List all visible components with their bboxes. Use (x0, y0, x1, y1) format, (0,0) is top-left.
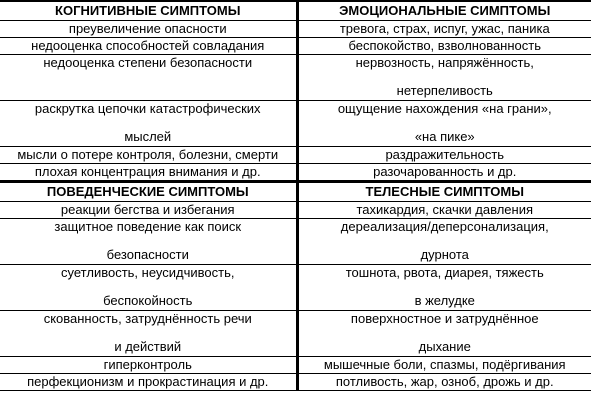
symptom-cell-right (297, 55, 591, 101)
symptom-cell-right (297, 101, 591, 147)
symptom-cell-left (0, 164, 297, 182)
symptom-cell-right (297, 265, 591, 311)
symptom-cell-left (0, 219, 297, 265)
section-header-row (0, 1, 591, 21)
line-gap (4, 280, 292, 294)
table-row (0, 311, 591, 357)
section-header-row (0, 182, 591, 202)
symptom-cell-right (297, 21, 591, 38)
line-gap (303, 70, 588, 84)
table-row (0, 21, 591, 38)
symptom-cell-right (297, 219, 591, 265)
line-gap (303, 326, 588, 340)
symptom-text: мысли о потере контроля, болезни, смерти (17, 147, 279, 162)
symptom-cell-left (0, 101, 297, 147)
symptom-cell-right (297, 374, 591, 391)
left-column-header: ПОВЕДЕНЧЕСКИЕ СИМПТОМЫ (0, 182, 297, 202)
table-row (0, 38, 591, 55)
symptom-cell-right (297, 164, 591, 182)
symptom-text: перфекционизм и прокрастинация и др. (27, 374, 269, 389)
symptom-text: недооценка степени безопасности (43, 55, 253, 70)
line-gap (303, 234, 588, 248)
symptom-text: дереализация/деперсонализация, (340, 219, 549, 234)
table-row (0, 164, 591, 182)
symptom-text: беспокойность (103, 293, 193, 308)
symptom-text: мышечные боли, спазмы, подёргивания (323, 357, 566, 372)
right-column-header: ЭМОЦИОНАЛЬНЫЕ СИМПТОМЫ (297, 1, 591, 21)
symptom-cell-right (297, 357, 591, 374)
line-gap (4, 234, 292, 248)
symptom-text: нетерпеливость (396, 83, 493, 98)
symptom-text: потливость, жар, озноб, дрожь и др. (335, 374, 554, 389)
symptom-text: скованность, затруднённость речи (43, 311, 252, 326)
symptom-text: и действий (114, 339, 182, 354)
symptom-text: гиперконтроль (103, 357, 192, 372)
symptom-cell-right (297, 202, 591, 219)
symptom-cell-left (0, 265, 297, 311)
symptom-cell-left (0, 374, 297, 391)
symptom-text: раздражительность (385, 147, 505, 162)
symptom-cell-left (0, 147, 297, 164)
table-row (0, 357, 591, 374)
symptom-text: дурнота (420, 247, 469, 262)
symptom-cell-left (0, 38, 297, 55)
table-row (0, 147, 591, 164)
symptom-cell-right (297, 147, 591, 164)
symptom-text: мыслей (124, 129, 172, 144)
symptom-text: «на пике» (414, 129, 475, 144)
symptom-text: раскрутка цепочки катастрофических (34, 101, 261, 116)
table-row (0, 374, 591, 391)
table-row (0, 265, 591, 311)
symptom-text: тревога, страх, испуг, ужас, паника (339, 21, 550, 36)
symptom-text: защитное поведение как поиск (54, 219, 242, 234)
symptom-text: преувеличение опасности (68, 21, 227, 36)
symptoms-table-body (0, 1, 591, 391)
symptom-text: поверхностное и затруднённое (350, 311, 539, 326)
symptom-text: нервозность, напряжённость, (355, 55, 534, 70)
line-gap (4, 70, 292, 84)
table-row (0, 202, 591, 219)
symptom-text: ощущение нахождения «на грани», (337, 101, 552, 116)
symptom-text: плохая концентрация внимания и др. (34, 164, 261, 179)
symptom-cell-right (297, 38, 591, 55)
symptom-text: реакции бегства и избегания (60, 202, 235, 217)
symptom-text: безопасности (106, 247, 189, 262)
symptom-cell-left (0, 21, 297, 38)
line-gap (303, 280, 588, 294)
table-row (0, 101, 591, 147)
right-column-header: ТЕЛЕСНЫЕ СИМПТОМЫ (297, 182, 591, 202)
symptom-cell-left (0, 202, 297, 219)
symptom-cell-left (0, 357, 297, 374)
left-column-header: КОГНИТИВНЫЕ СИМПТОМЫ (0, 1, 297, 21)
symptom-text: беспокойство, взволнованность (348, 38, 542, 53)
symptom-cell-left (0, 55, 297, 101)
line-gap (4, 116, 292, 130)
line-gap (4, 326, 292, 340)
symptom-text: разочарованность и др. (373, 164, 517, 179)
symptom-text: тошнота, рвота, диарея, тяжесть (345, 265, 544, 280)
symptom-cell-right (297, 311, 591, 357)
symptom-text: в желудке (414, 293, 475, 308)
symptom-text: недооценка способностей совладания (31, 38, 265, 53)
table-row (0, 219, 591, 265)
symptom-cell-left (0, 311, 297, 357)
line-gap (303, 116, 588, 130)
symptom-text: суетливость, неусидчивость, (61, 265, 235, 280)
symptom-text: тахикардия, скачки давления (356, 202, 533, 217)
symptom-text: дыхание (418, 339, 471, 354)
table-row (0, 55, 591, 101)
